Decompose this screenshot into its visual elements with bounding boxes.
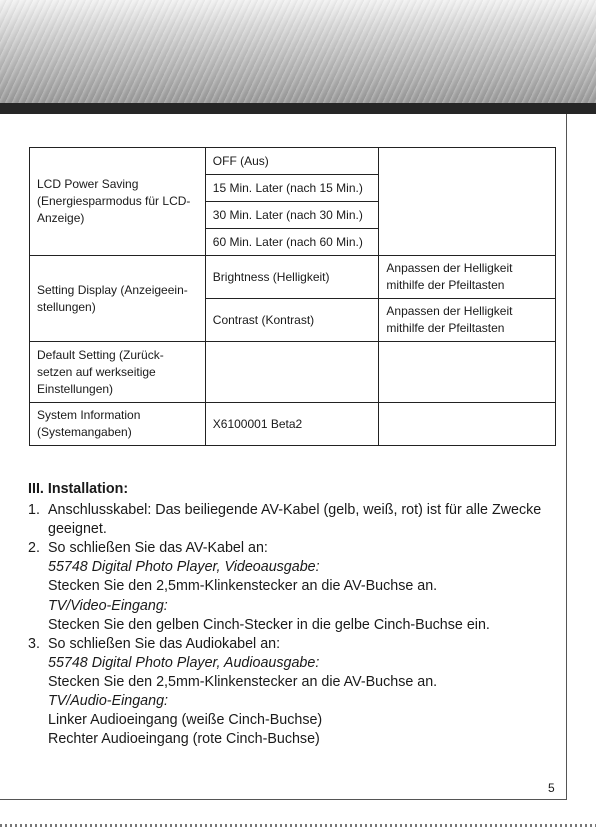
step-text: So schließen Sie das Audiokabel an: [48,635,281,652]
sub-text: Rechter Audioeingang (rote Cinch-Buchse) [48,731,320,748]
header-rule [0,103,596,114]
step-1 [28,501,558,539]
sub-heading: TV/Audio-Eingang: [48,693,169,710]
system-information-description [379,403,556,446]
step-3 [28,635,558,654]
sub-text: Stecken Sie den 2,5mm-Klinkenstecker an die AV-Buchse an. [48,673,438,690]
bottom-dotted-strip [0,824,596,827]
lcd-description-cell [379,148,556,256]
settings-table [29,147,556,446]
system-information-label: System Information (Systemangaben) [30,403,206,446]
step-text: Anschlusskabel: Das beiliegende AV-Kabel (gelb, weiß, rot) ist für alle Zwecke geeignet. [48,502,542,538]
step-number: 1. [28,502,40,519]
page-number: 5 [548,781,555,795]
installation-section [28,480,558,749]
step-2 [28,539,558,558]
contrast-option: Contrast (Kontrast) [205,299,379,342]
installation-heading: III. Installation: [28,481,129,497]
lcd-option-30: 30 Min. Later (nach 30 Min.) [205,202,379,229]
lcd-option-off: OFF (Aus) [205,148,379,175]
lcd-option-60: 60 Min. Later (nach 60 Min.) [205,229,379,256]
table-row [30,148,556,175]
header-band [0,0,596,103]
table-row [30,256,556,299]
brightness-description: Anpassen der Helligkeit mithilfe der Pfeiltasten [379,256,556,299]
table-row [30,342,556,403]
page-frame-right [566,114,567,799]
sub-heading: 55748 Digital Photo Player, Videoausgabe: [48,559,320,576]
step-number: 3. [28,635,40,652]
default-setting-label: Default Setting (Zurück-setzen auf werkseitige Einstellungen) [30,342,206,403]
sub-heading: TV/Video-Eingang: [48,597,168,614]
lcd-option-15: 15 Min. Later (nach 15 Min.) [205,175,379,202]
page-frame-bottom [0,799,567,800]
brightness-option: Brightness (Helligkeit) [205,256,379,299]
default-setting-description [379,342,556,403]
sub-text: Linker Audioeingang (weiße Cinch-Buchse) [48,712,323,729]
setting-display-label: Setting Display (Anzeigeein-stellungen) [30,256,206,342]
sub-text: Stecken Sie den 2,5mm-Klinkenstecker an die AV-Buchse an. [48,578,438,595]
sub-heading: 55748 Digital Photo Player, Audioausgabe: [48,654,320,671]
table-row [30,403,556,446]
default-setting-value [205,342,379,403]
step-text: So schließen Sie das AV-Kabel an: [48,540,268,557]
step-number: 2. [28,540,40,557]
system-information-value: X6100001 Beta2 [205,403,379,446]
sub-text: Stecken Sie den gelben Cinch-Stecker in die gelbe Cinch-Buchse ein. [48,616,490,633]
lcd-power-saving-label: LCD Power Saving (Energiesparmodus für LCD-Anzeige) [30,148,206,256]
contrast-description: Anpassen der Helligkeit mithilfe der Pfeiltasten [379,299,556,342]
